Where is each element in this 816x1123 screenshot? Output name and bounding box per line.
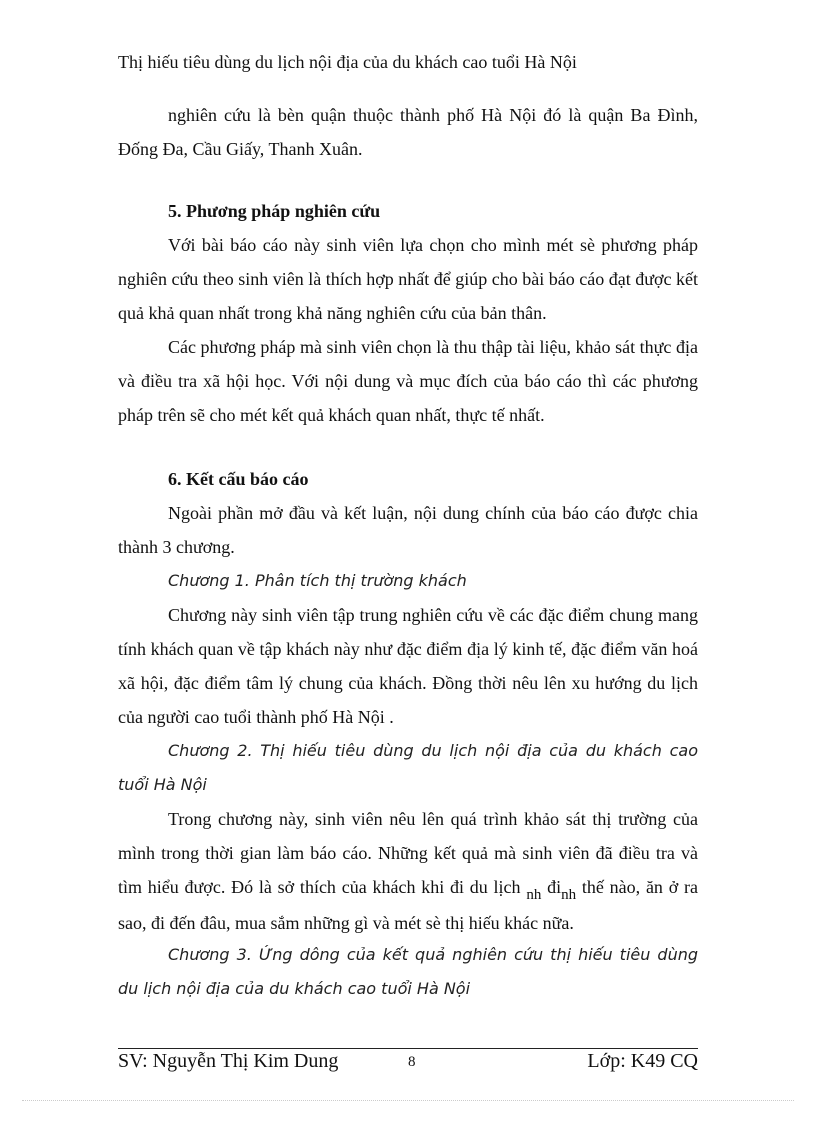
chapter-1-body: Chương này sinh viên tập trung nghiên cứu về các đặc điểm chung mang tính khách quan về tập khách này như đặc điểm địa lý kinh tế, đặc điểm văn hoá xã hội, đặc điểm tâm lý chung của khách. Đồng thời nêu lên xu hướng du lịch của người cao tuổi thành phố Hà Nội .	[118, 605, 698, 727]
chapter-2-subscript-2: nh	[561, 887, 577, 903]
chapter-2-body-end: thế nào, ăn ở ra sao, đi đến đâu, mua sắm những gì và mét sè thị hiếu khác nữa.	[118, 877, 698, 933]
footer-class: Lớp: K49 CQ	[587, 1050, 698, 1072]
chapter-3-title: Chương 3. Ứng dông của kết quả nghiên cứu thị hiếu tiêu dùng du lịch nội địa của du khách cao tuổi Hà Nội	[118, 945, 698, 998]
page-number: 8	[408, 1054, 416, 1070]
chapter-2-title: Chương 2. Thị hiếu tiêu dùng du lịch nội địa của du khách cao tuổi Hà Nội	[118, 741, 698, 794]
intro-line-2: Đống Đa, Cầu Giấy, Thanh Xuân.	[118, 139, 363, 159]
section-5-paragraph-1: Với bài báo cáo này sinh viên lựa chọn cho mình mét sè phương pháp nghiên cứu theo sinh viên là thích hợp nhất để giúp cho bài báo cáo đạt được kết quả khả quan nhất trong khả năng nghiên cứu của bản thân.	[118, 235, 698, 323]
chapter-1-title: Chương 1. Phân tích thị trường khách	[168, 571, 467, 590]
chapter-2-body	[118, 802, 698, 940]
section-6-intro: Ngoài phần mở đầu và kết luận, nội dung chính của báo cáo được chia thành 3 chương.	[118, 503, 698, 557]
footer-student-name: SV: Nguyễn Thị Kim Dung	[118, 1050, 339, 1072]
intro-line-1: nghiên cứu là bèn quận thuộc thành phố Hà Nội đó là quận Ba Đình,	[168, 105, 698, 125]
section-6-heading: 6. Kết cấu báo cáo	[168, 469, 309, 489]
page-footer	[118, 1050, 698, 1076]
chapter-2-body-mid: đi	[547, 877, 562, 897]
running-header: Thị hiếu tiêu dùng du lịch nội địa của du khách cao tuổi Hà Nội	[118, 52, 577, 72]
section-5-paragraph-2: Các phương pháp mà sinh viên chọn là thu thập tài liệu, khảo sát thực địa và điều tra xã hội học. Với nội dung và mục đích của báo cáo thì các phương pháp trên sẽ cho mét kết quả khách quan nhất, thực tế nhất.	[118, 337, 698, 425]
footer-divider	[118, 1048, 698, 1049]
section-5-heading: 5. Phương pháp nghiên cứu	[168, 201, 381, 221]
chapter-2-body-start: Trong chương này, sinh viên nêu lên quá trình khảo sát thị trường của mình trong thời gian làm báo cáo. Những kết quả mà sinh viên đã điều tra và tìm hiểu được. Đó là sở thích của khách khi đi du lịch	[118, 809, 698, 897]
chapter-2-subscript-1: nh	[526, 887, 542, 903]
page-break-line	[22, 1100, 794, 1101]
